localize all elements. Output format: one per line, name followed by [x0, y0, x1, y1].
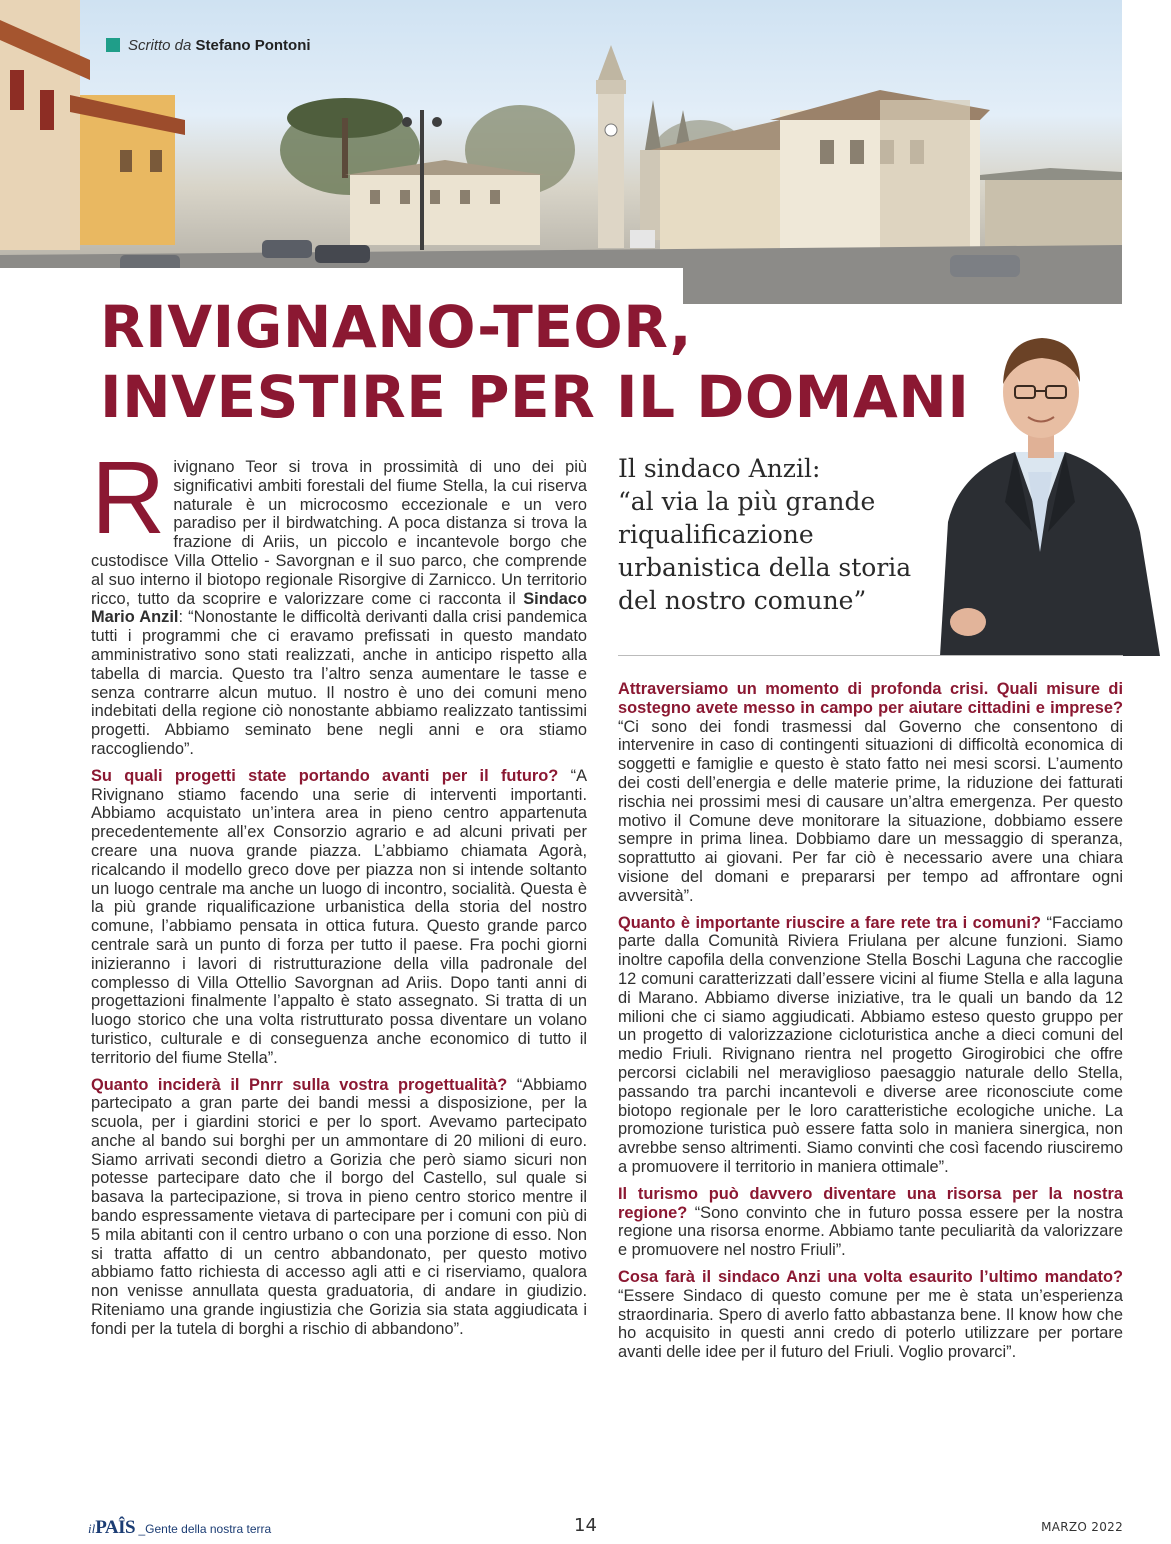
- pull-quote-line: urbanistica della storia: [618, 553, 912, 582]
- answer: “Essere Sindaco di questo comune per me è stata un’esperienza straordinaria. Spero di averlo fatto abbastanza bene. Il know how che ho acquisito in questi anni credo di poterlo utilizzare per portare avanti delle idee per il futuro del Friuli. Voglio provarci”.: [618, 1286, 1123, 1362]
- question: Quanto inciderà il Pnrr sulla vostra progettualità?: [91, 1075, 508, 1094]
- mayor-portrait-photo: [920, 322, 1160, 656]
- qa-paragraph: [618, 1268, 1123, 1362]
- intro-paragraph: [91, 440, 587, 759]
- page-footer: [0, 1512, 1171, 1542]
- byline-author: Stefano Pontoni: [195, 37, 311, 54]
- page-number: 14: [574, 1515, 597, 1536]
- question: Quanto è importante riuscire a fare rete tra i comuni?: [618, 913, 1041, 932]
- question: Su quali progetti state portando avanti per il futuro?: [91, 766, 559, 785]
- pull-quote: [618, 452, 918, 617]
- logo-tagline: _Gente della nostra terra: [138, 1522, 272, 1536]
- pull-quote-line: “al via la più grande: [618, 487, 876, 516]
- answer: “Ci sono dei fondi trasmessi dal Governo che consentono di intervenire in caso di contingenti situazioni di difficoltà economica di soggetti e famiglie e questo è stato fatto nei mesi scorsi. L’aumento dei costi dell’energia e delle materie prime, la riduzione dei fatturati rischia nei prossimi mesi di causare un’altra emergenza. Per questo motivo il Comune deve monitorare la situazione, dobbiamo essere sempre in prima linea. Dobbiamo dare un messaggio di speranza, soprattutto ai giovani. Per far ciò è necessario avere una chiara visione del domani e prepararsi per tempo ad affrontare ogni avversità”.: [618, 717, 1123, 905]
- byline-square-icon: [106, 38, 120, 52]
- qa-paragraph: [91, 767, 587, 1068]
- qa-paragraph: [618, 1185, 1123, 1260]
- intro-text-end: : “Nonostante le difficoltà derivanti dalla crisi pandemica tutti i programmi che ci eravamo prefissati in questo mandato amministrativo sono stati realizzati, anche in anticipo rispetto alla tabella di marcia. Questo tra l’altro senza aumentare le tasse e senza contrarre alcun mutuo. Il nostro è uno dei comuni meno indebitati della regione ciò nonostante abbiamo realizzato tantissimi progetti. Abbiamo seminato bene negli anni e ora stiamo raccogliendo”.: [91, 608, 587, 758]
- logo-il: il: [88, 1521, 96, 1536]
- headline: [100, 292, 969, 432]
- headline-line-2: INVESTIRE PER IL DOMANI: [100, 363, 970, 431]
- answer: “Sono convinto che in futuro possa essere per la nostra regione una risorsa enorme. Abbiamo tante peculiarità da valorizzare e promuovere nel nostro Friuli”.: [618, 1203, 1123, 1260]
- question: Cosa farà il sindaco Anzi una volta esaurito l’ultimo mandato?: [618, 1267, 1123, 1286]
- answer: “Abbiamo partecipato a gran parte dei bandi messi a disposizione, per la scuola, per i giardini storici e per lo sport. Avevamo partecipato anche al bando sui borghi per un ammontare di 20 milioni di euro. Siamo arrivati secondi dietro a Gorizia che però siamo sicuri non potesse partecipare dato che il borgo del Castello, sul quale si basava la partecipazione, si trova in pieno centro storico mentre il bando espressamente vietava di partecipare per i comuni con più di 5 mila abitanti con il centro urbano o con una porzione di esso. Non si tratta affatto di un centro abbandonato, per questo motivo abbiamo fatto richiesta di accesso agli atti e ci riserviamo, qualora non venisse annullata questa graduatoria, di andare in giudizio. Riteniamo una grande ingiustizia che Gorizia sia stata aggiudicata i fondi per la tutela di borghi a rischio di abbandono”.: [91, 1075, 588, 1338]
- issue-date: MARZO 2022: [1041, 1520, 1123, 1534]
- mayor-name: Sindaco Mario Anzil: [91, 589, 587, 627]
- drop-cap: R: [91, 440, 166, 555]
- headline-line-1: RIVIGNANO-TEOR,: [100, 293, 692, 361]
- pull-quote-line: Il sindaco Anzil:: [618, 454, 821, 483]
- answer: “A Rivignano stiamo facendo una serie di interventi importanti. Abbiamo acquistato un’intera area in pieno centro appartenuta precedentemente all’ex Consorzio agrario e ad alcuni privati per creare una nuova grande piazza. L’abbiamo chiamata Agorà, ricalcando il modello greco dove per piazza non si intende soltanto un luogo centrale ma anche un luogo di incontro, socialità. Questa è la più grande riqualificazione urbanistica della storia del nostro comune, l’abbiamo pensata in ottica futura. Questo grande parco centrale sarà un punto di forza per tutto il paese. Fra pochi giorni inizieranno i lavori di ristrutturazione della villa padronale del complesso di Villa Ottellio Savorgnan ad Ariis. Dopo tanti anni di progettazioni finalmente l’appalto è stato assegnato. Si tratta di un luogo storico che una volta ristrutturato possa diventare un volano turistico, culturale e di conseguenza anche economico di tutto il territorio del fiume Stella”.: [91, 766, 587, 1067]
- article-column-left: [91, 440, 588, 1347]
- intro-text-start: ivignano Teor si trova in prossimità di uno dei più significativi ambiti forestali del fiume Stella, la cui riserva naturale è un microcosmo eccezionale e un vero paradiso per il birdwatching. A poca distanza si trova la frazione di Ariis, un piccolo e incantevole borgo che custodisce Villa Ottelio - Savorgnan e il suo parco, che comprende al suo interno il biotopo regionale Risorgive di Zarnicco. Un territorio ricco, tutto da scoprire e valorizzare come ci racconta il: [91, 458, 587, 608]
- logo-name: PAÎS: [95, 1517, 136, 1538]
- article-column-right: [618, 680, 1123, 1370]
- byline: [106, 37, 311, 54]
- question: Il turismo può davvero diventare una risorsa per la nostra regione?: [618, 1184, 1123, 1222]
- pull-quote-divider: [618, 655, 1123, 656]
- byline-prefix: Scritto da: [128, 37, 192, 54]
- pull-quote-line: del nostro comune”: [618, 586, 867, 615]
- pull-quote-line: riqualificazione: [618, 520, 814, 549]
- qa-paragraph: [618, 914, 1123, 1177]
- qa-paragraph: [618, 680, 1123, 906]
- qa-paragraph: [91, 1076, 587, 1339]
- answer: “Facciamo parte dalla Comunità Riviera Friulana per alcune funzioni. Siamo inoltre capofila della convenzione Stella Boschi Laguna che raccoglie 12 comuni caratterizzati dall’essere vicini al fiume Stella e alla laguna di Marano. Abbiamo diverse iniziative, tra le quali un bando da 12 milioni che ci siamo aggiudicati. Abbiamo esteso questo gruppo per un progetto di valorizzazione cicloturistica anche a dieci comuni del medio Friuli. Rivignano rientra nel progetto Girogirobici che offre percorsi ciclabili nel meraviglioso paesaggio naturale dello Stella, passando tra parchi incantevoli e diverse aree riconosciute come biotopo regionale per le loro caratteristiche ecologiche uniche. La promozione turistica può essere fatta solo in maniera sinergica, non avrebbe senso altrimenti. Siamo convinti che così facendo riusciremo a promuovere il territorio in maniera ottimale”.: [618, 913, 1123, 1176]
- question: Attraversiamo un momento di profonda crisi. Quali misure di sostegno avete messo in campo per aiutare cittadini e imprese?: [618, 680, 1123, 717]
